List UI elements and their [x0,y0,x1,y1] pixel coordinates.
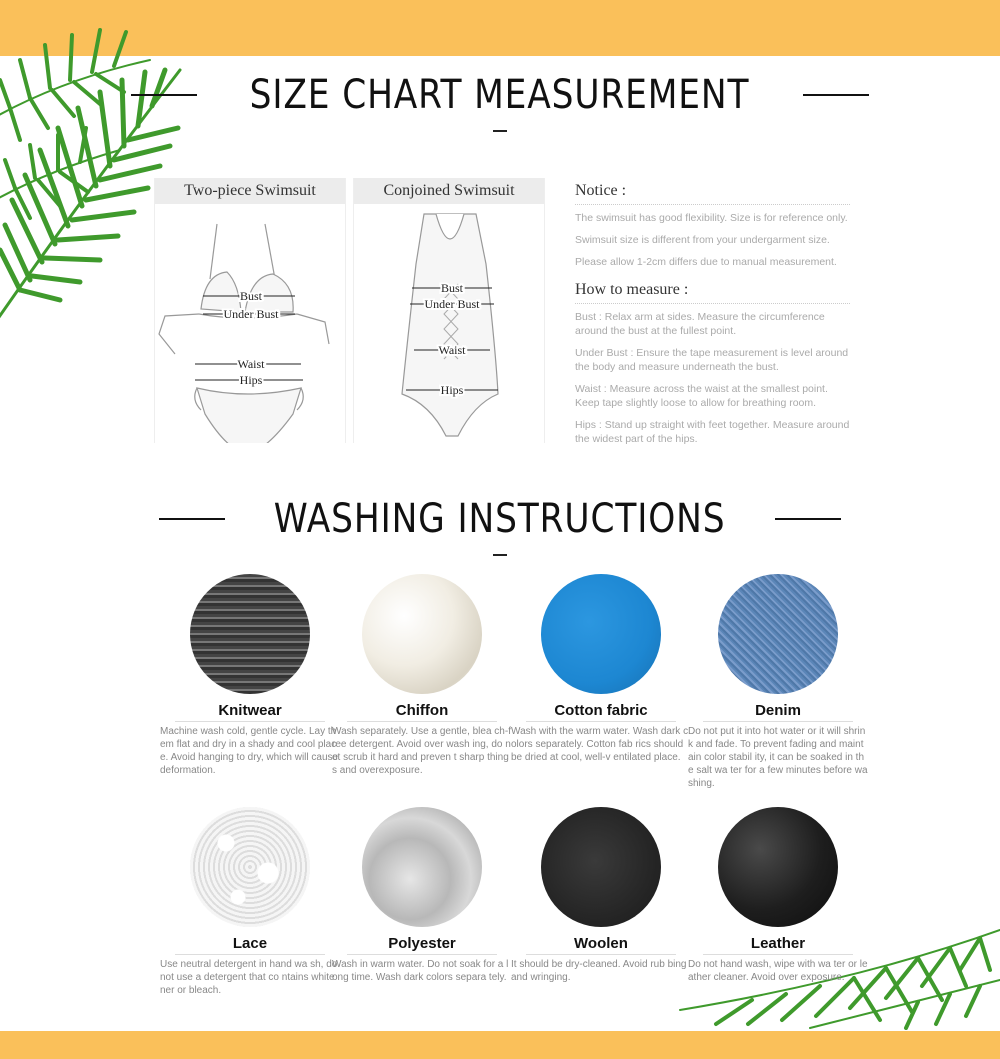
how-to-item: Under Bust : Ensure the tape measurement is level around the body and measure underneath the bust. [575,347,849,373]
knitwear-swatch [190,574,310,694]
size-chart-heading [0,72,1000,118]
fabric-divider [347,954,497,955]
fabric-description: Do not hand wash, wipe with wa ter or leather cleaner. Avoid over exposure. [688,959,868,983]
heading-rule-left [159,518,225,520]
heading-rule-left [131,94,197,96]
lace-swatch [190,807,310,927]
conjoined-waist-label: Waist [438,343,466,357]
washing-title: WASHING INSTRUCTIONS [274,496,726,542]
fabric-lace [160,807,340,997]
fabric-name: Lace [232,935,268,952]
fabric-knitwear [160,574,340,777]
fabric-divider [175,954,325,955]
fabric-chiffon [332,574,512,777]
two-piece-panel [154,178,346,443]
conjoined-under-bust-label: Under Bust [424,297,480,311]
fabric-name: Denim [755,702,801,719]
woolen-swatch [541,807,661,927]
fabric-divider [703,954,853,955]
how-to-item: Hips : Stand up straight with feet together. Measure around the widest part of the hips. [575,419,850,445]
fabric-description: It should be dry-cleaned. Avoid rub bing and wringing. [511,959,687,983]
fabric-description: Use neutral detergent in hand wa sh, do not use a detergent that co ntains whitener or bleach. [160,959,338,996]
size-chart-title: SIZE CHART MEASUREMENT [250,72,750,118]
conjoined-bust-label: Bust [440,281,464,295]
heading-rule-right [775,518,841,520]
fabric-divider [175,721,325,722]
fabric-leather [688,807,868,984]
denim-swatch [718,574,838,694]
fabric-denim [688,574,868,790]
fabric-name: Cotton fabric [554,702,648,719]
bottom-accent-band [0,1031,1000,1059]
fabric-divider [703,721,853,722]
how-to-measure-list [575,310,850,446]
notice-title: Notice : [575,182,850,205]
fabric-name: Woolen [574,935,628,952]
leather-swatch [718,807,838,927]
fabric-polyester [332,807,512,984]
fabric-name: Leather [750,935,806,952]
two-piece-diagram [155,204,345,443]
heading-tick [493,130,507,132]
washing-heading [0,496,1000,542]
conjoined-title: Conjoined Swimsuit [354,178,544,204]
fabric-woolen [511,807,691,984]
two-piece-bust-label: Bust [239,289,263,303]
fabric-name: Chiffon [395,702,449,719]
heading-tick [493,554,507,556]
heading-rule-right [803,94,869,96]
conjoined-panel [353,178,545,443]
fabric-divider [526,954,676,955]
cotton-swatch [541,574,661,694]
notice-item: Please allow 1-2cm differs due to manual measurement. [575,256,837,268]
notice-block [575,182,850,454]
fabric-description: Wash separately. Use a gentle, blea ch-free detergent. Avoid over wash ing, do not scrub it hard and preven t sharp things and overexposure. [332,726,511,776]
how-to-item: Waist : Measure across the waist at the smallest point. Keep tape slightly loose to allow for breathing room. [575,383,828,409]
chiffon-swatch [362,574,482,694]
fabric-description: Wash with the warm water. Wash dark colors separately. Cotton fab rics should be dried at cool, well-v entilated place. [511,726,689,763]
two-piece-waist-label: Waist [237,357,265,371]
conjoined-hips-label: Hips [440,383,464,397]
fabric-description: Machine wash cold, gentle cycle. Lay them flat and dry in a shady and cool place. Avoid hanging to dry, which will cause deformation. [160,726,339,776]
two-piece-under-bust-label: Under Bust [223,307,279,321]
two-piece-title: Two-piece Swimsuit [155,178,345,204]
fabric-name: Knitwear [218,702,282,719]
how-to-item: Bust : Relax arm at sides. Measure the circumference around the bust at the fullest point. [575,311,825,337]
fabric-description: Do not put it into hot water or it will shrink and fade. To prevent fading and maintain color stabil ity, it can be soaked in the salt wa ter for a few minutes before wa shing. [688,726,868,789]
polyester-swatch [362,807,482,927]
fabric-description: Wash in warm water. Do not soak for a long time. Wash dark colors separa tely. [332,959,509,983]
fabric-divider [526,721,676,722]
notice-item: Swimsuit size is different from your undergarment size. [575,234,830,246]
conjoined-diagram [354,204,544,443]
two-piece-hips-label: Hips [239,373,263,387]
fabric-cotton [511,574,691,764]
fabric-name: Polyester [388,935,456,952]
how-to-measure-title: How to measure : [575,281,850,304]
notice-list [575,211,850,269]
notice-item: The swimsuit has good flexibility. Size is for reference only. [575,212,848,224]
fabric-divider [347,721,497,722]
